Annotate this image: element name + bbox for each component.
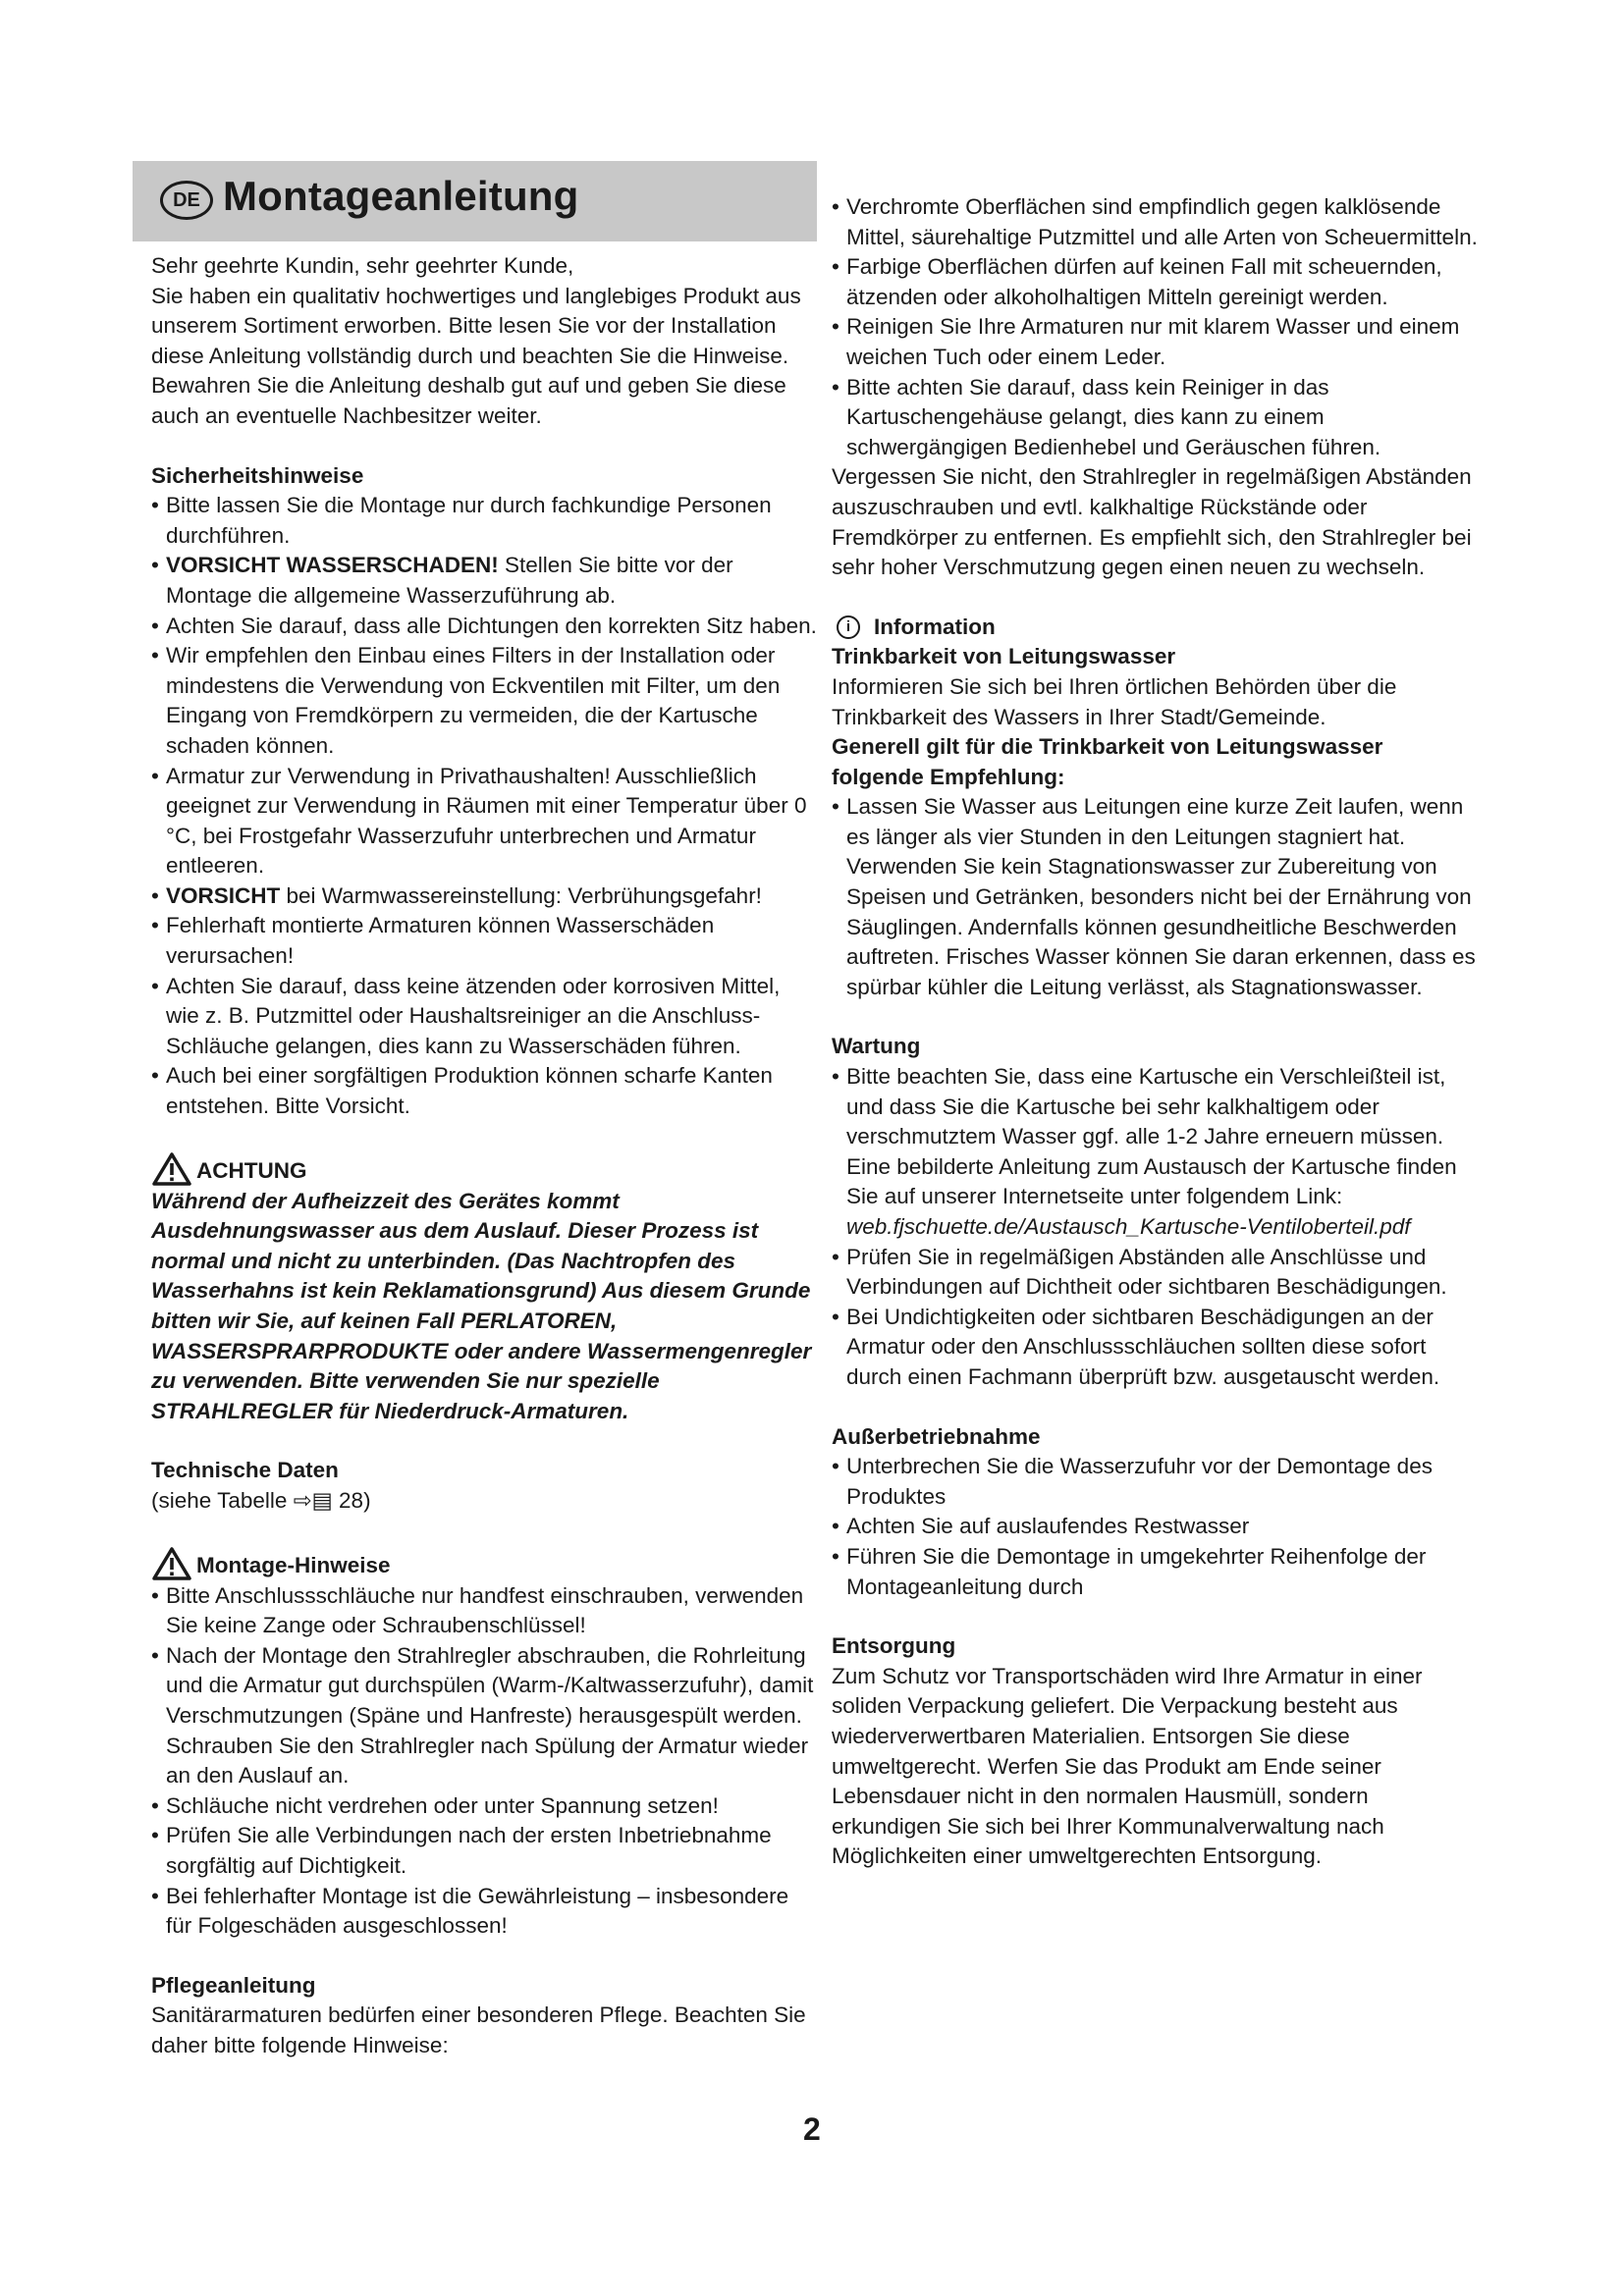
page-number: 2 xyxy=(803,2111,821,2147)
maintenance-list-2 xyxy=(832,1243,1480,1393)
list-item: • Schläuche nicht verdrehen oder unter Spannung setzen! xyxy=(151,1791,819,1822)
list-item: • VORSICHT WASSERSCHADEN! Stellen Sie bitte vor der Montage die allgemeine Wasserzuführung ab. xyxy=(151,551,819,611)
intro-greeting: Sehr geehrte Kundin, sehr geehrter Kunde, xyxy=(151,253,574,278)
list-item: • Bei fehlerhafter Montage ist die Gewährleistung – insbesondere für Folgeschäden ausgeschlossen! xyxy=(151,1882,819,1942)
info-bold-note: Generell gilt für die Trinkbarkeit von Leitungswasser folgende Empfehlung: xyxy=(832,734,1383,789)
disposal-text: Zum Schutz vor Transportschäden wird Ihre Armatur in einer soliden Verpackung geliefert. Die Verpackung besteht aus wiederverwertbaren Materialien. Entsorgen Sie diese umweltgerecht. Werfen Sie das Produkt am Ende seiner Lebensdauer nicht in den normalen Hausmüll, sondern erkundigen Sie sich bei Ihrer Kommunalverwaltung nach Möglichkeiten einer umweltgerechten Entsorgung. xyxy=(832,1663,1423,1869)
safety-heading: Sicherheitshinweise xyxy=(151,462,364,488)
right-column xyxy=(832,192,1480,1872)
language-badge: DE xyxy=(160,181,213,220)
intro-paragraph: Sie haben ein qualitativ hochwertiges und langlebiges Produkt aus unserem Sortiment erworben. Bitte lesen Sie vor der Installation diese Anleitung vollständig durch und beachten Sie die Hinweise. xyxy=(151,283,801,368)
list-item: • Fehlerhaft montierte Armaturen können Wasserschäden verursachen! xyxy=(151,911,819,971)
list-item: • Achten Sie darauf, dass keine ätzenden oder korrosiven Mittel, wie z. B. Putzmittel oder Haushaltsreiniger an die Anschluss-Schläuche gelangen, dies kann zu Wasserschäden führen. xyxy=(151,972,819,1062)
maintenance-heading: Wartung xyxy=(832,1034,921,1059)
list-item: • Bei Undichtigkeiten oder sichtbaren Beschädigungen an der Armatur oder den Anschlussschläuchen sollten diese sofort durch einen Fachmann überprüft bzw. ausgetauscht werden. xyxy=(832,1303,1480,1393)
maintenance-list xyxy=(832,1062,1480,1152)
list-item: • Reinigen Sie Ihre Armaturen nur mit klarem Wasser und einem weichen Tuch oder einem Leder. xyxy=(832,312,1480,372)
list-item: • Armatur zur Verwendung in Privathaushalten! Ausschließlich geeignet zur Verwendung in Räumen mit einer Temperatur über 0 °C, bei Frostgefahr Wasserzufuhr unterbrechen und Armatur entleeren. xyxy=(151,762,819,881)
care-list xyxy=(832,192,1480,462)
info-heading-row xyxy=(832,613,1480,643)
info-text: Informieren Sie sich bei Ihren örtlichen Behörden über die Trinkbarkeit des Wassers in Ihrer Stadt/Gemeinde. xyxy=(832,673,1397,729)
list-item: • Unterbrechen Sie die Wasserzufuhr vor der Demontage des Produktes xyxy=(832,1452,1480,1512)
list-item: • Achten Sie darauf, dass alle Dichtungen den korrekten Sitz haben. xyxy=(151,612,819,642)
care-outro: Vergessen Sie nicht, den Strahlregler in regelmäßigen Abständen auszuschrauben und evtl. kalkhaltige Rückstände oder Fremdkörper zu entfernen. Es empfiehlt sich, den Strahlregler bei sehr hoher Verschmutzung gegen einen neuen zu wechseln. xyxy=(832,464,1472,580)
list-item: • Prüfen Sie alle Verbindungen nach der ersten Inbetriebnahme sorgfältig auf Dichtigkeit. xyxy=(151,1821,819,1881)
disposal-heading: Entsorgung xyxy=(832,1633,956,1659)
mounting-heading-row xyxy=(151,1546,819,1581)
warning-icon xyxy=(151,1151,192,1187)
intro-paragraph-2: Bewahren Sie die Anleitung deshalb gut auf und geben Sie diese auch an eventuelle Nachbesitzer weiter. xyxy=(151,373,786,428)
list-item: • Verchromte Oberflächen sind empfindlich gegen kalklösende Mittel, säurehaltige Putzmittel und alle Arten von Scheuermitteln. xyxy=(832,192,1480,252)
list-item: • VORSICHT bei Warmwassereinstellung: Verbrühungsgefahr! xyxy=(151,881,819,912)
list-item: • Prüfen Sie in regelmäßigen Abständen alle Anschlüsse und Verbindungen auf Dichtheit oder sichtbaren Beschädigungen. xyxy=(832,1243,1480,1303)
attention-heading: ACHTUNG xyxy=(196,1158,307,1184)
page-title: Montageanleitung xyxy=(223,173,579,219)
care-intro: Sanitärarmaturen bedürfen einer besonderen Pflege. Beachten Sie daher bitte folgende Hinweise: xyxy=(151,2002,806,2057)
list-item: • Führen Sie die Demontage in umgekehrter Reihenfolge der Montageanleitung durch xyxy=(832,1542,1480,1602)
list-item: • Achten Sie auf auslaufendes Restwasser xyxy=(832,1512,1480,1542)
list-item: • Bitte Anschlussschläuche nur handfest einschrauben, verwenden Sie keine Zange oder Schraubenschlüssel! xyxy=(151,1581,819,1641)
list-item: • Farbige Oberflächen dürfen auf keinen Fall mit scheuernden, ätzenden oder alkoholhaltigen Mitteln gereinigt werden. xyxy=(832,252,1480,312)
left-column xyxy=(151,251,819,2060)
info-icon: i xyxy=(837,615,860,639)
attention-body: Während der Aufheizzeit des Gerätes kommt Ausdehnungswasser aus dem Auslauf. Dieser Prozess ist normal und nicht zu unterbinden. (Das Nachtropfen des Wasserhahns ist kein Reklamationsgrund) Aus diesem Grunde bitten wir Sie, auf keinen Fall PERLATOREN, WASSERSPRARPRODUKTE oder andere Wassermengenregler zu verwenden. Bitte verwenden Sie nur spezielle STRAHLREGLER für Niederdruck-Armaturen. xyxy=(151,1188,812,1423)
tech-heading: Technische Daten xyxy=(151,1458,339,1483)
tech-reference: (siehe Tabelle ⇨▤ 28) xyxy=(151,1487,371,1513)
maintenance-link-text: Eine bebilderte Anleitung zum Austausch der Kartusche finden Sie auf unserer Internetseite unter folgendem Link: xyxy=(846,1153,1457,1209)
mounting-list xyxy=(151,1581,819,1942)
info-subheading: Trinkbarkeit von Leitungswasser xyxy=(832,644,1176,669)
section-banner xyxy=(133,161,817,241)
attention-heading-row xyxy=(151,1151,819,1187)
warning-icon xyxy=(151,1546,192,1581)
info-list xyxy=(832,792,1480,1002)
list-item: • Auch bei einer sorgfältigen Produktion können scharfe Kanten entstehen. Bitte Vorsicht. xyxy=(151,1061,819,1121)
safety-list xyxy=(151,491,819,1121)
info-label: Information xyxy=(874,614,996,639)
care-heading: Pflegeanleitung xyxy=(151,1972,316,1998)
maintenance-link[interactable]: web.fjschuette.de/Austausch_Kartusche-Ventiloberteil.pdf xyxy=(846,1214,1411,1239)
decommission-list xyxy=(832,1452,1480,1602)
mounting-heading: Montage-Hinweise xyxy=(196,1552,391,1577)
list-item: • Bitte achten Sie darauf, dass kein Reiniger in das Kartuschengehäuse gelangt, dies kann zu einem schwergängigen Bedienhebel und Geräuschen führen. xyxy=(832,373,1480,463)
list-item: • Bitte lassen Sie die Montage nur durch fachkundige Personen durchführen. xyxy=(151,491,819,551)
list-item: • Wir empfehlen den Einbau eines Filters in der Installation oder mindestens die Verwendung von Eckventilen mit Filter, um den Eingang von Fremdkörpern zu vermeiden, die der Kartusche schaden können. xyxy=(151,641,819,761)
decommission-heading: Außerbetriebnahme xyxy=(832,1423,1041,1449)
list-item: • Bitte beachten Sie, dass eine Kartusche ein Verschleißteil ist, und dass Sie die Kartusche bei sehr kalkhaltigem oder verschmutztem Wasser ggf. alle 1-2 Jahre erneuern müssen. xyxy=(832,1062,1480,1152)
list-item: • Nach der Montage den Strahlregler abschrauben, die Rohrleitung und die Armatur gut durchspülen (Warm-/Kaltwasserzufuhr), damit Verschmutzungen (Späne und Hanfreste) herausgespült werden. Schrauben Sie den Strahlregler nach Spülung der Armatur wieder an den Auslauf an. xyxy=(151,1641,819,1791)
list-item: • Lassen Sie Wasser aus Leitungen eine kurze Zeit laufen, wenn es länger als vier Stunden in den Leitungen stagniert hat. Verwenden Sie kein Stagnationswasser zur Zubereitung von Speisen und Getränken, besonders nicht bei der Ernährung von Säuglingen. Andernfalls können gesundheitliche Beschwerden auftreten. Frisches Wasser können Sie daran erkennen, dass es spürbar kühler die Leitung verlässt, als Stagnationswasser. xyxy=(832,792,1480,1002)
